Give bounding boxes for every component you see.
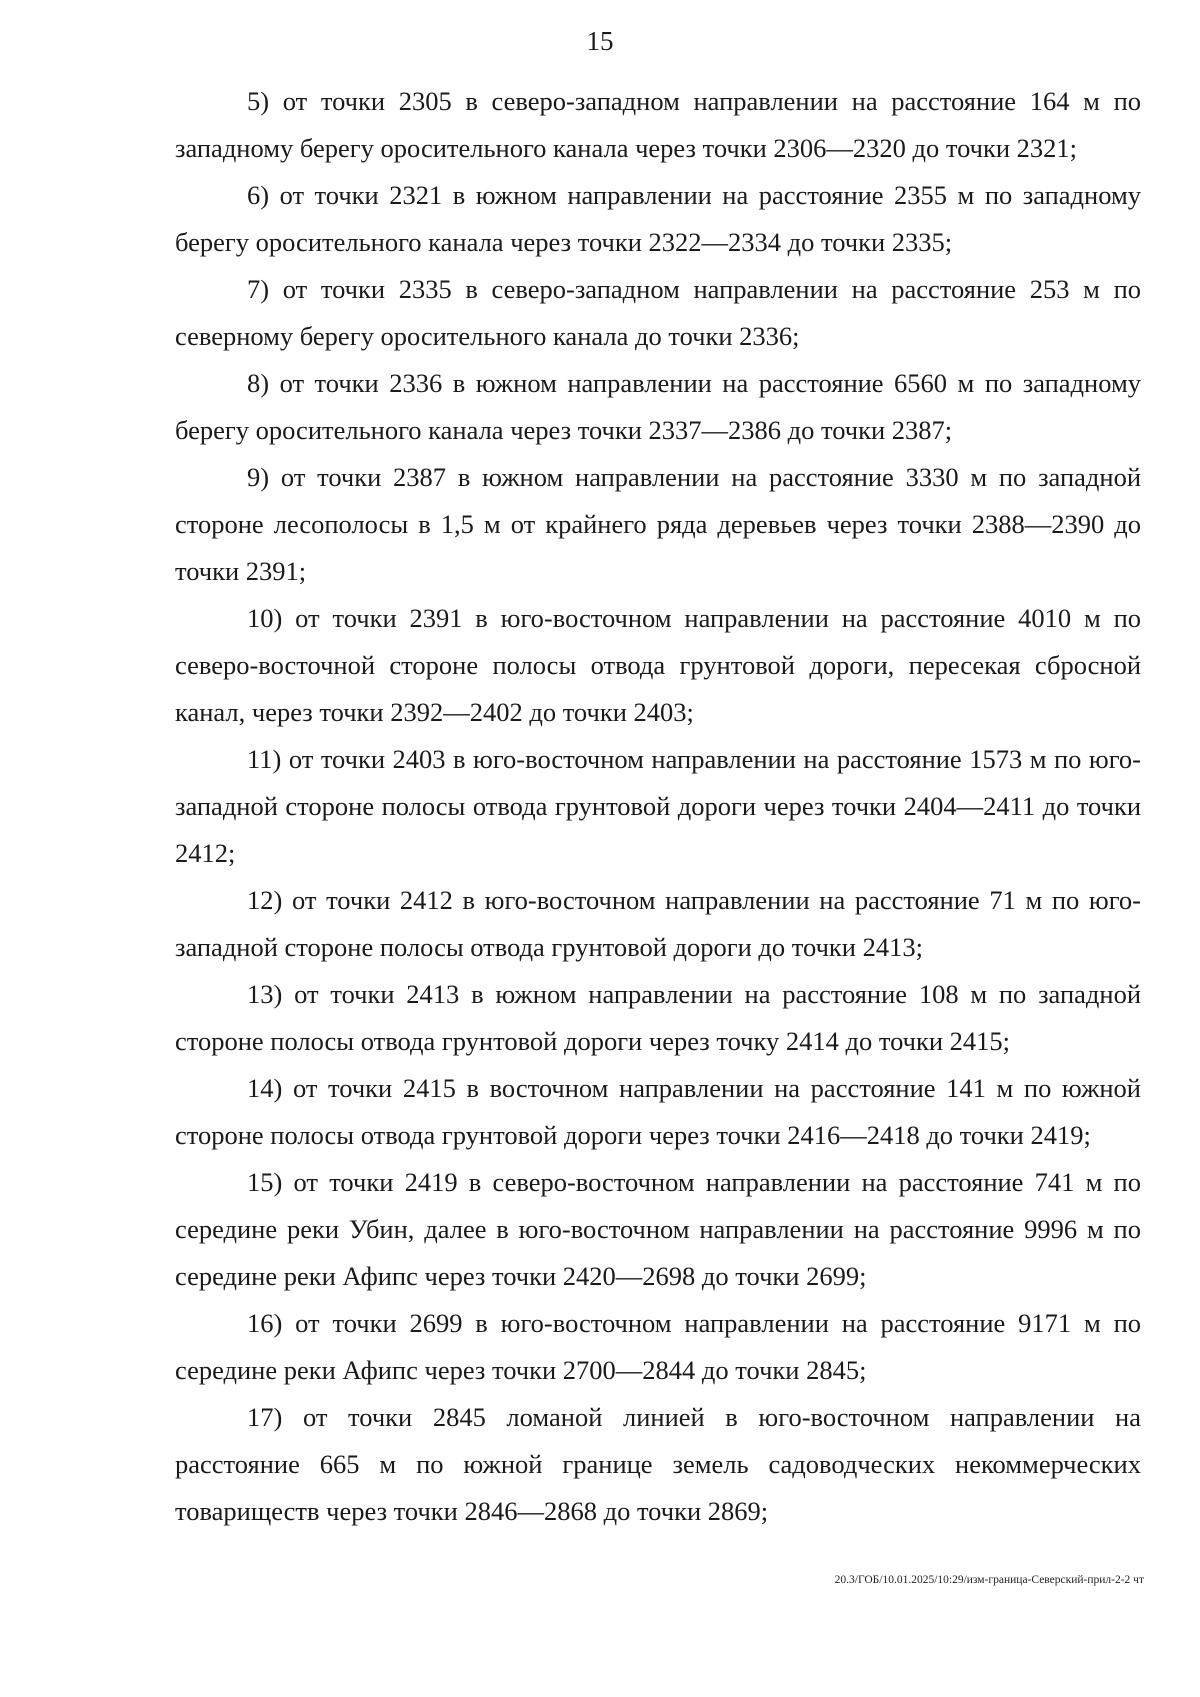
paragraph-item-6: 6) от точки 2321 в южном направлении на расстояние 2355 м по западному берегу оросительного канала через точки 2322—2334 до точки 2335; — [175, 180, 1141, 257]
paragraph-item-11: 11) от точки 2403 в юго-восточном направлении на расстояние 1573 м по юго-западной стороне полосы отвода грунтовой дороги через точки 2404—2411 до точки 2412; — [175, 744, 1141, 868]
paragraph-item-10: 10) от точки 2391 в юго-восточном направлении на расстояние 4010 м по северо-восточной стороне полосы отвода грунтовой дороги, пересекая сбросной канал, через точки 2392—2402 до точки 2403; — [175, 603, 1141, 727]
paragraph-item-12: 12) от точки 2412 в юго-восточном направлении на расстояние 71 м по юго-западной стороне полосы отвода грунтовой дороги до точки 2413; — [175, 885, 1141, 962]
paragraph-item-17: 17) от точки 2845 ломаной линией в юго-восточном направлении на расстояние 665 м по южной границе земель садоводческих некоммерческих товариществ через точки 2846—2868 до точки 2869; — [175, 1402, 1141, 1526]
paragraph-item-14: 14) от точки 2415 в восточном направлении на расстояние 141 м по южной стороне полосы отвода грунтовой дороги через точки 2416—2418 до точки 2419; — [175, 1073, 1141, 1150]
paragraph-item-8: 8) от точки 2336 в южном направлении на расстояние 6560 м по западному берегу оросительного канала через точки 2337—2386 до точки 2387; — [175, 368, 1141, 445]
page-number: 15 — [586, 26, 614, 56]
paragraph-item-5: 5) от точки 2305 в северо-западном направлении на расстояние 164 м по западному берегу оросительного канала через точки 2306—2320 до точки 2321; — [175, 86, 1141, 163]
paragraph-item-15: 15) от точки 2419 в северо-восточном направлении на расстояние 741 м по середине реки Убин, далее в юго-восточном направлении на расстояние 9996 м по середине реки Афипс через точки 2420—2698 до точки 2699; — [175, 1167, 1141, 1291]
paragraph-item-16: 16) от точки 2699 в юго-восточном направлении на расстояние 9171 м по середине реки Афипс через точки 2700—2844 до точки 2845; — [175, 1308, 1141, 1385]
paragraph-item-7: 7) от точки 2335 в северо-западном направлении на расстояние 253 м по северному берегу оросительного канала до точки 2336; — [175, 274, 1141, 351]
paragraph-item-9: 9) от точки 2387 в южном направлении на расстояние 3330 м по западной стороне лесополосы в 1,5 м от крайнего ряда деревьев через точки 2388—2390 до точки 2391; — [175, 462, 1141, 586]
document-body — [175, 78, 1141, 1535]
paragraph-item-13: 13) от точки 2413 в южном направлении на расстояние 108 м по западной стороне полосы отвода грунтовой дороги через точку 2414 до точки 2415; — [175, 979, 1141, 1056]
document-footer-code: 20.3/ГОБ/10.01.2025/10:29/изм-граница-Северский-прил-2-2 чт — [834, 1574, 1144, 1586]
